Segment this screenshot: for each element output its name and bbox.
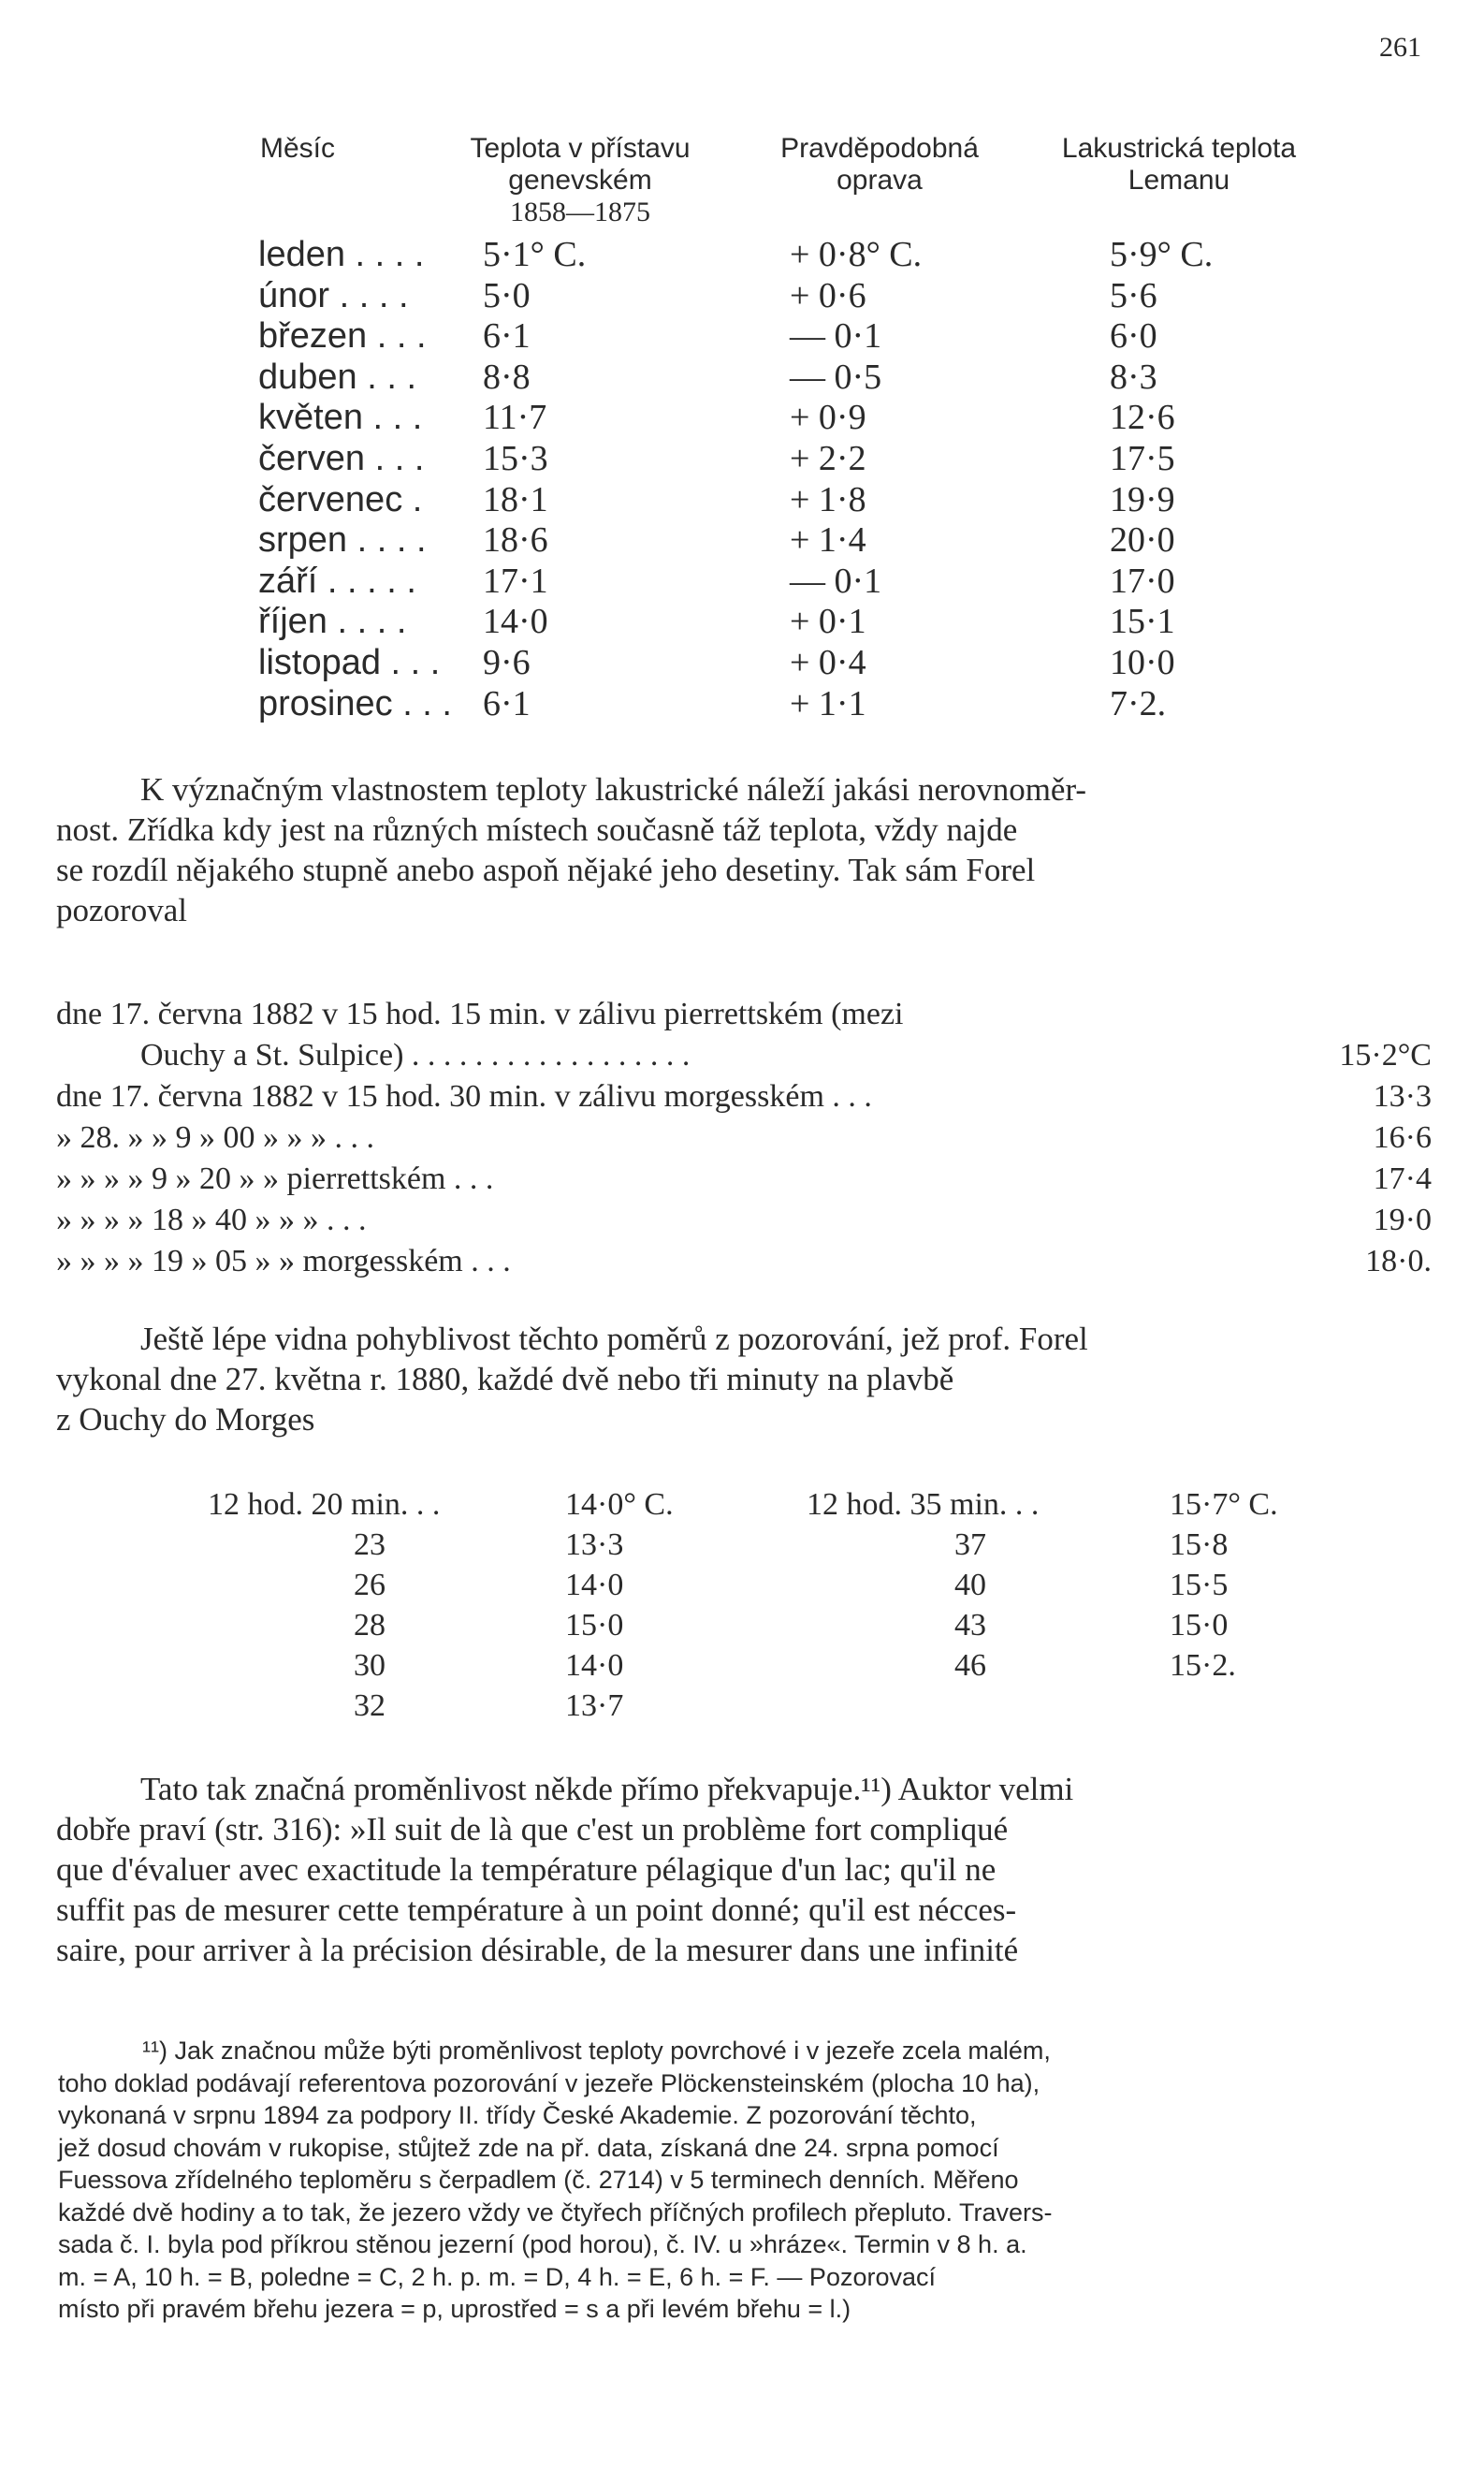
series-right-temperature: 15·0 [1170,1608,1229,1643]
series-right-temperature: 15·5 [1170,1568,1229,1602]
correction-cell: + 1·8 [790,479,866,519]
header-lake-line2: Lemanu [1128,165,1230,196]
series-left-temperature: 13·3 [565,1527,624,1562]
monthly-row [0,234,1484,275]
series-left-temperature: 14·0 [565,1568,624,1602]
temperature-cell: 14·0 [483,602,548,642]
series-left-time: 30 [354,1648,386,1683]
series-left-temperature: 15·0 [565,1608,624,1643]
paragraph-1-line-3: se rozdíl nějakého stupně anebo aspoň nějaké jeho desetiny. Tak sám Forel [56,852,1036,888]
monthly-row [0,275,1484,316]
temperature-cell: 15·3 [483,439,548,478]
footnote [58,2035,1428,2326]
month-cell: březen . . . [258,316,427,357]
series-right-temperature: 15·2. [1170,1648,1236,1683]
temperature-cell: 18·6 [483,520,548,561]
temperature-cell: 5·0 [483,275,531,315]
lake-temperature-cell: 20·0 [1110,520,1175,561]
header-temperature-line2: genevském [508,165,652,196]
correction-cell: — 0·1 [790,561,882,601]
header-temperature-line1: Teplota v přístavu [470,133,691,164]
lake-temperature-cell: 17·0 [1110,561,1175,601]
series-right-time: 12 hod. 35 min. . . [807,1487,1040,1522]
monthly-row [0,315,1484,357]
monthly-row [0,642,1484,683]
header-correction-line2: oprava [837,165,923,196]
lake-temperature-cell: 10·0 [1110,643,1175,682]
temperature-cell: 5·1° C. [483,235,587,274]
series-left-time: 23 [354,1527,386,1562]
footnote-line-3: vykonaná v srpnu 1894 za podpory II. třídy České Akademie. Z pozorování těchto, [58,2101,977,2129]
month-cell: září . . . . . [258,561,416,601]
series-left-time: 26 [354,1568,386,1602]
temperature-cell: 6·1 [483,316,531,357]
series-left-time: 12 hod. 20 min. . . [208,1487,441,1522]
lake-temperature-cell: 12·6 [1110,398,1175,438]
series-left-temperature: 13·7 [565,1688,624,1723]
paragraph-1-line-1: K význačným vlastnostem teploty lakustrické náleží jakási nerovnoměr- [140,771,1087,808]
observation-row [56,994,1432,1035]
observation-row [56,1117,1432,1159]
month-cell: prosinec . . . [258,683,452,723]
observation-row [56,1200,1432,1241]
temperature-cell: 11·7 [483,398,547,438]
correction-cell: + 1·1 [790,683,866,723]
footnote-line-2: toho doklad podávají referentova pozorování v jezeře Plöckensteinském (plocha 10 ha), [58,2068,1040,2097]
monthly-row [0,561,1484,602]
footnote-line-4: jež dosud chovám v rukopise, stůjtež zde na př. data, získaná dne 24. srpna pomocí [58,2133,999,2162]
page-number: 261 [1379,32,1421,63]
observation-value: 19·0 [1373,1203,1432,1237]
correction-cell: + 1·4 [790,520,866,561]
series-right-time: 37 [954,1527,986,1562]
month-cell: červen . . . [258,439,425,478]
month-cell: leden . . . . [258,235,425,274]
observation-value: 16·6 [1373,1120,1432,1155]
series-left-time: 32 [354,1688,386,1723]
month-cell: květen . . . [258,398,423,438]
lake-temperature-cell: 19·9 [1110,479,1175,519]
series-left-temperature: 14·0 [565,1648,624,1683]
paragraph-1 [56,769,1424,930]
header-correction-line1: Pravděpodobná [780,133,979,164]
monthly-row [0,601,1484,642]
series-row [0,1605,1484,1645]
paragraph-3-line-4: suffit pas de mesurer cette température à un point donné; qu'il est nécces- [56,1891,1017,1928]
observation-text: » » » » 18 » 40 » » » . . . [56,1203,367,1237]
paragraph-3-line-5: saire, pour arriver à la précision désirable, de la mesurer dans une infinité [56,1932,1019,1968]
lake-temperature-cell: 6·0 [1110,316,1157,357]
series-right-time: 46 [954,1648,986,1683]
footnote-line-8: m. = A, 10 h. = B, poledne = C, 2 h. p. m. = D, 4 h. = E, 6 h. = F. — Pozorovací [58,2262,936,2291]
observation-text: dne 17. června 1882 v 15 hod. 15 min. v zálivu pierrettském (mezi [56,997,904,1031]
footnote-line-6: každé dvě hodiny a to tak, že jezero vždy ve čtyřech příčných profilech přepluto. Travers- [58,2198,1053,2227]
footnote-line-1: ¹¹) Jak značnou může býti proměnlivost teploty povrchové i v jezeře zcela malém, [142,2037,1051,2065]
observation-text: » » » » 9 » 20 » » pierrettském . . . [56,1161,494,1196]
observation-value: 17·4 [1373,1161,1432,1196]
series-left-time: 28 [354,1608,386,1643]
observation-text: Ouchy a St. Sulpice) . . . . . . . . . . . . . . . . . . [140,1038,691,1073]
observation-text: dne 17. června 1882 v 15 hod. 30 min. v zálivu morgesském . . . [56,1079,872,1114]
correction-cell: — 0·5 [790,357,882,397]
month-cell: únor . . . . [258,275,409,315]
paragraph-1-line-4: pozoroval [56,892,187,928]
correction-cell: + 2·2 [790,439,866,478]
paragraph-2 [56,1319,1424,1439]
temperature-cell: 9·6 [483,643,531,682]
footnote-line-7: sada č. I. byla pod příkrou stěnou jezerní (pod horou), č. IV. u »hráze«. Termin v 8 h. a. [58,2230,1027,2258]
observation-value: 15·2°C [1339,1038,1432,1073]
series-row [0,1525,1484,1565]
header-temperature [440,133,720,228]
footnote-line-5: Fuessova zřídelného teploměru s čerpadlem (č. 2714) v 5 terminech denních. Měřeno [58,2166,1019,2194]
month-cell: duben . . . [258,357,417,397]
header-temperature-line3: 1858—1875 [510,197,650,227]
paragraph-3-line-2: dobře praví (str. 316): »Il suit de là que c'est un problème fort compliqué [56,1811,1009,1847]
lake-temperature-cell: 8·3 [1110,357,1157,397]
observation-row [56,1076,1432,1117]
temperature-cell: 8·8 [483,357,531,397]
month-cell: listopad . . . [258,643,441,682]
header-lake-line1: Lakustrická teplota [1061,133,1297,164]
monthly-row [0,357,1484,398]
correction-cell: + 0·6 [790,275,866,315]
series-right-time: 40 [954,1568,986,1602]
lake-temperature-cell: 7·2. [1110,683,1167,723]
observation-value: 18·0. [1365,1244,1432,1278]
lake-temperature-cell: 15·1 [1110,602,1175,642]
series-row [0,1686,1484,1726]
temperature-cell: 17·1 [483,561,548,601]
correction-cell: + 0·1 [790,602,866,642]
observation-row [56,1159,1432,1200]
correction-cell: + 0·8° C. [790,235,923,274]
correction-cell: + 0·9 [790,398,866,438]
correction-cell: + 0·4 [790,643,866,682]
lake-temperature-cell: 17·5 [1110,439,1175,478]
monthly-row [0,479,1484,520]
lake-temperature-cell: 5·9° C. [1110,235,1214,274]
paragraph-3-line-1: Tato tak značná proměnlivost někde přímo překvapuje.¹¹) Auktor velmi [140,1771,1074,1807]
monthly-row [0,397,1484,438]
header-month: Měsíc [260,133,336,164]
series-right-temperature: 15·7° C. [1170,1487,1278,1522]
monthly-row [0,683,1484,724]
series-left-temperature: 14·0° C. [565,1487,674,1522]
series-row [0,1484,1484,1525]
series-right-temperature: 15·8 [1170,1527,1229,1562]
paragraph-2-line-3: z Ouchy do Morges [56,1401,315,1438]
month-cell: srpen . . . . [258,520,427,561]
paragraph-1-line-2: nost. Zřídka kdy jest na různých místech současně táž teplota, vždy najde [56,811,1018,848]
header-correction [749,133,1011,197]
monthly-row [0,438,1484,479]
paragraph-2-line-1: Ještě lépe vidna pohyblivost těchto poměrů z pozorování, jež prof. Forel [140,1321,1088,1357]
month-cell: červenec . [258,479,423,519]
month-cell: říjen . . . . [258,602,407,642]
temperature-cell: 18·1 [483,479,548,519]
series-row [0,1645,1484,1686]
footnote-line-9: místo při pravém břehu jezera = p, uprostřed = s a při levém břehu = l.) [58,2295,851,2323]
series-row [0,1565,1484,1605]
observation-row [56,1241,1432,1282]
temperature-cell: 6·1 [483,683,531,723]
paragraph-3-line-3: que d'évaluer avec exactitude la température pélagique d'un lac; qu'il ne [56,1851,997,1888]
lake-temperature-cell: 5·6 [1110,275,1157,315]
monthly-row [0,519,1484,561]
header-lake-temperature [1029,133,1329,197]
paragraph-2-line-2: vykonal dne 27. května r. 1880, každé dvě nebo tři minuty na plavbě [56,1361,954,1397]
correction-cell: — 0·1 [790,316,882,357]
series-right-time: 43 [954,1608,986,1643]
paragraph-3 [56,1769,1424,1970]
observation-text: » 28. » » 9 » 00 » » » . . . [56,1120,374,1155]
observation-text: » » » » 19 » 05 » » morgesském . . . [56,1244,511,1278]
observation-row [56,1035,1432,1076]
observation-value: 13·3 [1373,1079,1432,1114]
